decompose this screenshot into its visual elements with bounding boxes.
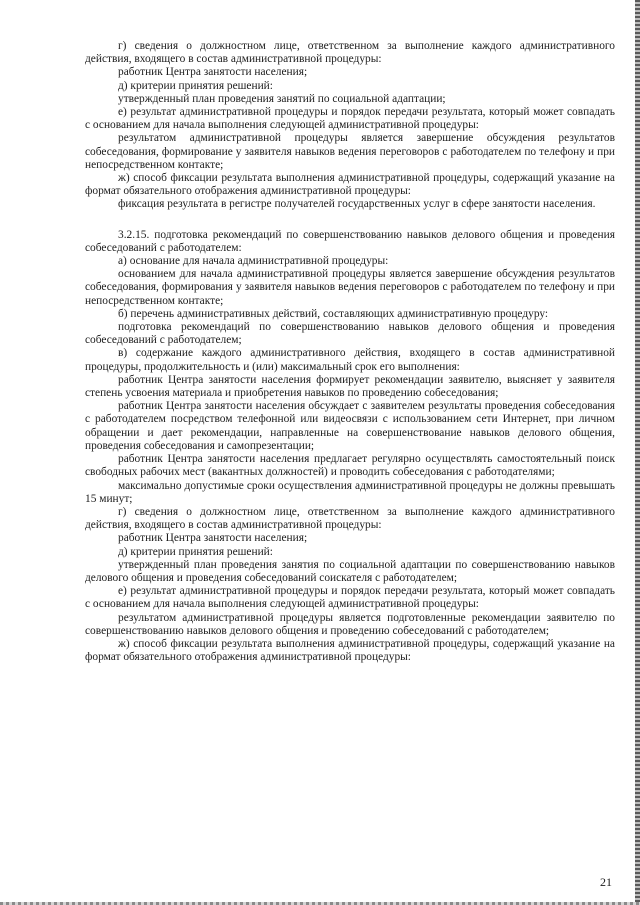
paragraph-result: е) результат административной процедуры и порядок передачи результата, который может совпадать с основанием для начала выполнения следующей административной процедуры:	[85, 106, 615, 132]
paragraph-officer-2: г) сведения о должностном лице, ответственном за выполнение каждого административного действия, входящего в состав административной процедуры:	[85, 505, 615, 532]
paragraph-content-value-3: работник Центра занятости населения предлагает регулярно осуществлять самостоятельный поиск свободных рабочих мест (вакантных должностей) и проводить собеседования с работодателями;	[85, 453, 615, 479]
paragraph-content-value-2: работник Центра занятости населения обсуждает с заявителем результаты проведения собеседования с работодателем посредством телефонной или видеосвязи с использованием сети Интернет, при личном обращении и дает рекомендации, направленные на совершенствование навыков делового общения, проведения собеседования и самопрезентации;	[85, 400, 615, 452]
paragraph-officer: г) сведения о должностном лице, ответственном за выполнение каждого административного действия, входящего в состав административной процедуры:	[85, 40, 615, 66]
paragraph-content-value-1: работник Центра занятости населения формирует рекомендации заявителю, выясняет у заявителя степень усвоения материала и приобретения навыков по проведению собеседования;	[85, 373, 615, 400]
paragraph-officer-2-value: работник Центра занятости населения;	[118, 532, 308, 545]
paragraph-criteria-2-value: утвержденный план проведения занятия по социальной адаптации по совершенствованию навыков делового общения и проведения собеседований соискателя с работодателем;	[85, 558, 615, 584]
paragraph-actions-list-value: подготовка рекомендаций по совершенствованию навыков делового общения и проведения собеседований с работодателем;	[85, 321, 615, 347]
paragraph-time-limit: максимально допустимые сроки осуществления административной процедуры не должны превышать 15 минут;	[85, 479, 615, 505]
paragraph-fixation-value: фиксация результата в регистре получателей государственных услуг в сфере занятости населения.	[118, 198, 596, 211]
paragraph-officer-value: работник Центра занятости населения;	[118, 66, 308, 79]
document-body	[85, 40, 615, 664]
paragraph-result-2-value: результатом административной процедуры является подготовленные рекомендации заявителю по совершенствованию навыков делового общения и проведению собеседований с работодателем;	[85, 611, 615, 637]
paragraph-result-value: результатом административной процедуры является завершение обсуждения результатов собеседования, формирование у заявителя навыков ведения переговоров с работодателем по телефону и при непосредственном контакте;	[85, 132, 615, 171]
paragraph-basis: а) основание для начала административной процедуры:	[118, 255, 389, 268]
paragraph-fixation-2: ж) способ фиксации результата выполнения административной процедуры, содержащий указание на формат обязательного отображения административной процедуры:	[85, 637, 615, 664]
section-spacer	[85, 212, 615, 229]
paragraph-actions-list: б) перечень административных действий, составляющих административную процедуру:	[118, 307, 549, 320]
section-heading-3-2-15: 3.2.15. подготовка рекомендаций по совершенствованию навыков делового общения и проведения собеседований с работодателем:	[85, 228, 615, 254]
scan-edge-right	[635, 0, 640, 905]
paragraph-criteria: д) критерии принятия решений:	[118, 79, 273, 92]
paragraph-criteria-value: утвержденный план проведения занятий по социальной адаптации;	[118, 92, 446, 105]
page-number: 21	[600, 875, 612, 889]
paragraph-basis-value: основанием для начала административной процедуры является завершение обсуждения результатов собеседования, формирования у заявителя навыков ведения переговоров с работодателем по телефону и при непосредственном контакте;	[85, 268, 615, 307]
paragraph-result-2: е) результат административной процедуры и порядок передачи результата, который может совпадать с основанием для начала выполнения следующей административной процедуры:	[85, 585, 615, 611]
paragraph-fixation: ж) способ фиксации результата выполнения административной процедуры, содержащий указание на формат обязательного отображения административной процедуры:	[85, 172, 615, 198]
paragraph-criteria-2: д) критерии принятия решений:	[118, 545, 273, 558]
paragraph-content: в) содержание каждого административного действия, входящего в состав административной процедуры, продолжительность и (или) максимальный срок его выполнения:	[85, 347, 615, 373]
